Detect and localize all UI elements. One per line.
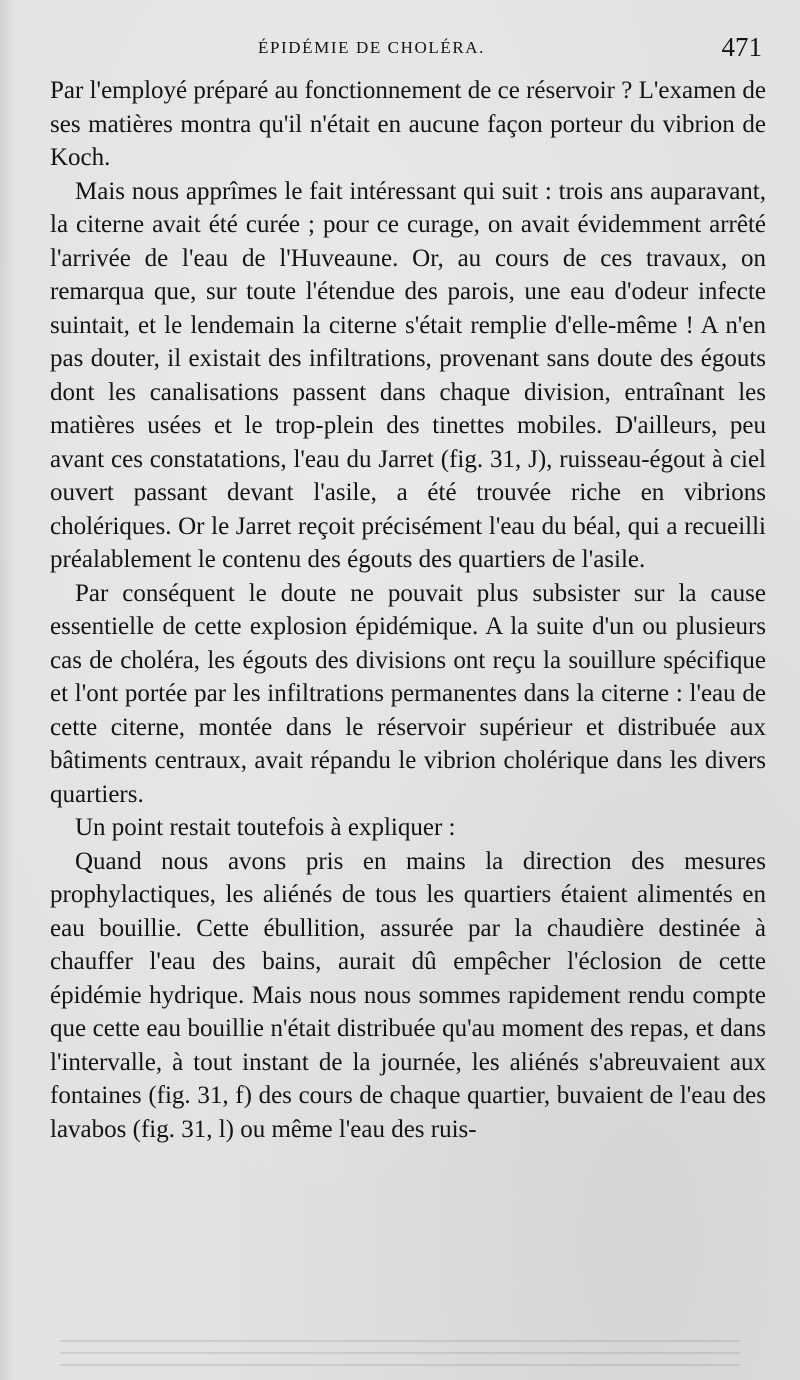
page-number: 471 [721, 32, 762, 62]
footnote-bleed-through [60, 1340, 740, 1374]
body-text [50, 74, 766, 1146]
paragraph-point-restait: Un point restait toutefois à expliquer : [75, 814, 456, 841]
paragraph-continuation: Par l'employé préparé au fonctionnement de ce réservoir ? L'examen de ses matières montra qu'il n'était en aucune façon porteur du vibrion de Koch. [50, 77, 766, 171]
paragraph-citerne: Mais nous apprîmes le fait intéressant qui suit : trois ans auparavant, la citerne avait été curée ; pour ce curage, on avait évidemment arrêté l'arrivée de l'eau de l'Huveaune. Or, au cours de ces travaux, on remarqua que, sur toute l'étendue des parois, une eau d'odeur infecte suintait, et le lendemain la citerne s'était remplie d'elle-même ! A n'en pas douter, il existait des infiltrations, provenant sans doute des égouts dont les canalisations passent dans chaque division, entraînant les matières usées et le trop-plein des tinettes mobiles. D'ailleurs, peu avant ces constatations, l'eau du Jarret (fig. 31, J), ruisseau-égout à ciel ouvert passant devant l'asile, a été trouvée riche en vibrions cholériques. Or le Jarret reçoit précisément l'eau du béal, qui a recueilli préalablement le contenu des égouts des quartiers de l'asile. [50, 177, 766, 573]
page-header [0, 30, 800, 70]
paragraph-eau-bouillie: Quand nous avons pris en mains la direction des mesures prophylactiques, les aliénés de tous les quartiers étaient alimentés en eau bouillie. Cette ébullition, assurée par la chaudière destinée à chauffer l'eau des bains, aurait dû empêcher l'éclosion de cette épidémie hydrique. Mais nous nous sommes rapidement rendu compte que cette eau bouillie n'était distribuée qu'au moment des repas, et dans l'intervalle, à tout instant de la journée, les aliénés s'abreuvaient aux fontaines (fig. 31, f) des cours de chaque quartier, buvaient de l'eau des lavabos (fig. 31, l) ou même l'eau des ruis- [50, 847, 766, 1143]
running-title: ÉPIDÉMIE DE CHOLÉRA. [258, 38, 486, 57]
paragraph-conclusion: Par conséquent le doute ne pouvait plus subsister sur la cause essentielle de cette explosion épidémique. A la suite d'un ou plusieurs cas de choléra, les égouts des divisions ont reçu la souillure spécifique et l'ont portée par les infiltrations permanentes dans la citerne : l'eau de cette citerne, montée dans le réservoir supérieur et distribuée aux bâtiments centraux, avait répandu le vibrion cholérique dans les divers quartiers. [50, 579, 766, 808]
page-gutter-shadow [0, 0, 14, 1380]
